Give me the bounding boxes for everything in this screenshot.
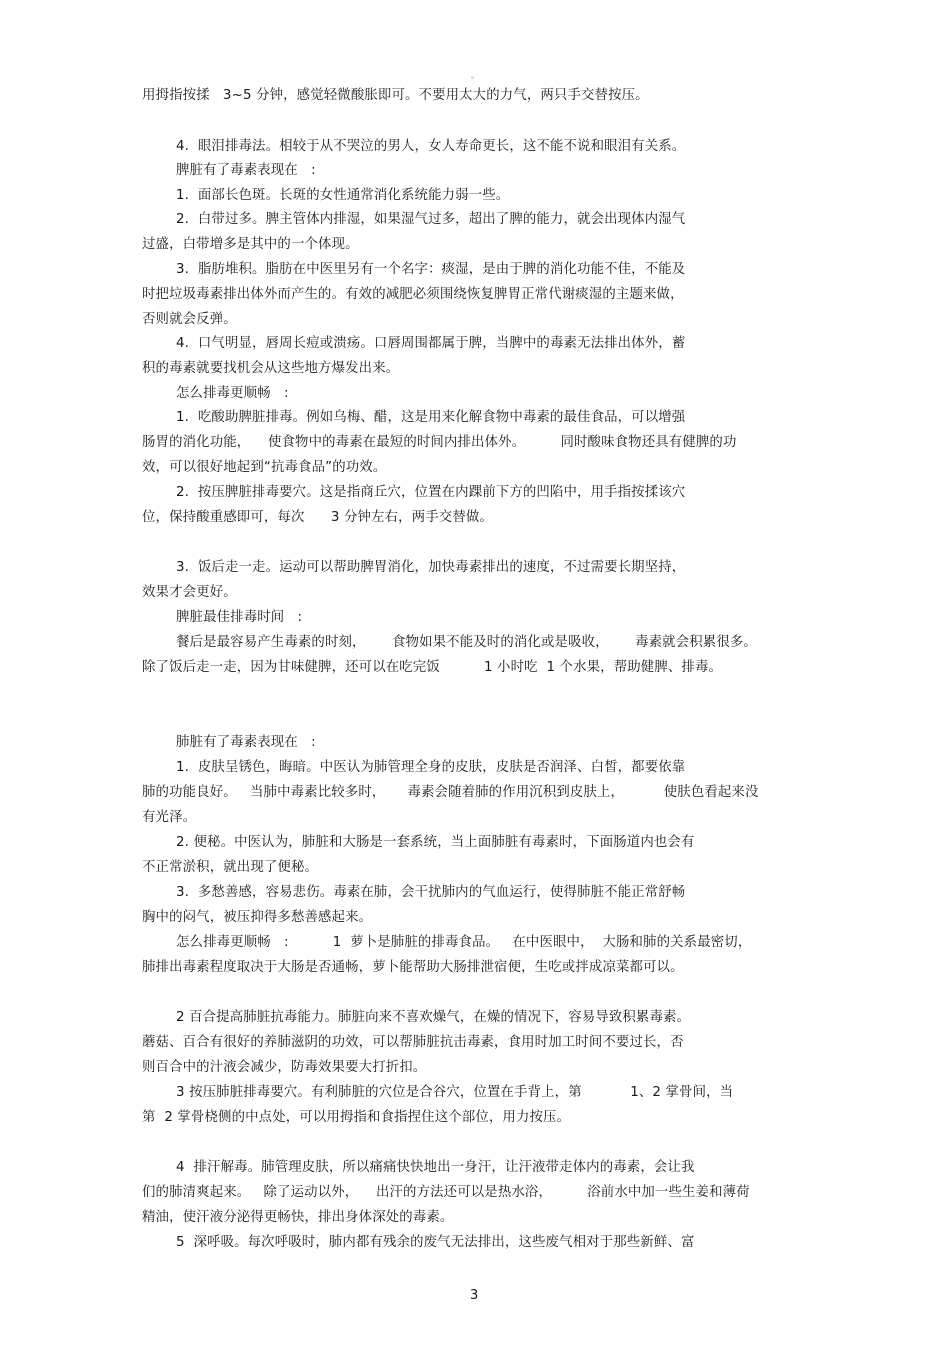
section-heading: 肺脏有了毒素表现在 : xyxy=(176,735,316,750)
text-line: 则百合中的汁液会减少，防毒效果要大打折扣。 xyxy=(142,1060,427,1075)
text-line: 2. 便秘。中医认为，肺脏和大肠是一套系统，当上面肺脏有毒素时，下面肠道内也会有 xyxy=(176,835,695,850)
text-line: 第 2 掌骨桡侧的中点处，可以用拇指和食指捏住这个部位，用力按压。 xyxy=(142,1110,571,1125)
text-line: 肺排出毒素程度取决于大肠是否通畅，萝卜能帮助大肠排泄宿便，生吃或拌成凉菜都可以。 xyxy=(142,960,684,975)
text-line: 肺的功能良好。 当肺中毒素比较多时， 毒素会随着肺的作用沉积到皮肤上， 使肤色看起来没 xyxy=(142,785,759,800)
header-mark: 。 xyxy=(471,71,481,81)
section-heading: 怎么排毒更顺畅 : xyxy=(176,386,289,401)
text-line: 2 百合提高肺脏抗毒能力。肺脏向来不喜欢燥气，在燥的情况下，容易导致积累毒素。 xyxy=(176,1010,691,1025)
text-line: 1. 面部长色斑。长斑的女性通常消化系统能力弱一些。 xyxy=(176,188,510,203)
text-line: 除了饭后走一走，因为甘味健脾，还可以在吃完饭 1 小时吃 1 个水果，帮助健脾、排毒。 xyxy=(142,660,723,675)
text-line: 效果才会更好。 xyxy=(142,585,237,600)
page-number: 3 xyxy=(470,1288,479,1303)
text-line: 肠胃的消化功能， 使食物中的毒素在最短的时间内排出体外。 同时酸味食物还具有健脾的功 xyxy=(142,435,737,450)
text-line: 积的毒素就要找机会从这些地方爆发出来。 xyxy=(142,361,400,376)
text-line: 2. 白带过多。脾主管体内排湿，如果湿气过多，超出了脾的能力，就会出现体内湿气 xyxy=(176,212,686,227)
text-line: 们的肺清爽起来。 除了运动以外， 出汗的方法还可以是热水浴， 浴前水中加一些生姜和薄荷 xyxy=(142,1185,750,1200)
text-line: 餐后是最容易产生毒素的时刻， 食物如果不能及时的消化或是吸收， 毒素就会积累很多。 xyxy=(176,635,757,650)
text-line: 1. 吃酸助脾脏排毒。例如乌梅、醋，这是用来化解食物中毒素的最佳食品，可以增强 xyxy=(176,410,686,425)
text-line: 3 按压肺脏排毒要穴。有利肺脏的穴位是合谷穴，位置在手背上，第 1、2 掌骨间，当 xyxy=(176,1085,734,1100)
text-line: 3. 饭后走一走。运动可以帮助脾胃消化，加快毒素排出的速度，不过需要长期坚持， xyxy=(176,560,686,575)
text-line: 3. 多愁善感，容易悲伤。毒素在肺，会干扰肺内的气血运行，使得肺脏不能正常舒畅 xyxy=(176,885,686,900)
text-line: 否则就会反弹。 xyxy=(142,312,237,327)
section-heading: 怎么排毒更顺畅 : 1 萝卜是肺脏的排毒食品。 在中医眼中， 大肠和肺的关系最密切， xyxy=(176,935,752,950)
text-line: 精油，使汗液分泌得更畅快，排出身体深处的毒素。 xyxy=(142,1210,454,1225)
text-line: 4. 口气明显，唇周长痘或溃疡。口唇周围都属于脾，当脾中的毒素无法排出体外，蓄 xyxy=(176,336,686,351)
text-line: 位，保持酸重感即可，每次 3 分钟左右，两手交替做。 xyxy=(142,510,493,525)
section-heading: 脾脏有了毒素表现在 : xyxy=(176,163,316,178)
text-line: 过盛，白带增多是其中的一个体现。 xyxy=(142,237,359,252)
text-line: 2. 按压脾脏排毒要穴。这是指商丘穴，位置在内踝前下方的凹陷中，用手指按揉该穴 xyxy=(176,485,686,500)
text-line: 4 排汗解毒。肺管理皮肤，所以痛痛快快地出一身汗，让汗液带走体内的毒素，会让我 xyxy=(176,1160,695,1175)
section-heading: 脾脏最佳排毒时间 : xyxy=(176,610,303,625)
text-line: 5 深呼吸。每次呼吸时，肺内都有残余的废气无法排出，这些废气相对于那些新鲜、富 xyxy=(176,1235,695,1250)
text-line: 蘑菇、百合有很好的养肺滋阴的功效，可以帮肺脏抗击毒素，食用时加工时间不要过长，否 xyxy=(142,1035,684,1050)
text-line: 胸中的闷气，被压抑得多愁善感起来。 xyxy=(142,910,373,925)
text-line: 有光泽。 xyxy=(142,810,197,825)
text-line: 1. 皮肤呈锈色，晦暗。中医认为肺管理全身的皮肤，皮肤是否润泽、白皙，都要依靠 xyxy=(176,760,686,775)
text-line: 效，可以很好地起到“抗毒食品”的功效。 xyxy=(142,460,387,475)
text-line: 不正常淤积，就出现了便秘。 xyxy=(142,860,319,875)
text-line: 4. 眼泪排毒法。相较于从不哭泣的男人，女人寿命更长，这不能不说和眼泪有关系。 xyxy=(176,139,686,154)
text-line: 3. 脂肪堆积。脂肪在中医里另有一个名字：痰湿，是由于脾的消化功能不佳，不能及 xyxy=(176,262,686,277)
text-line: 用拇指按揉 3~5 分钟，感觉轻微酸胀即可。不要用太大的力气，两只手交替按压。 xyxy=(142,88,649,103)
text-line: 时把垃圾毒素排出体外而产生的。有效的减肥必须围绕恢复脾胃正常代谢痰湿的主题来做， xyxy=(142,287,684,302)
